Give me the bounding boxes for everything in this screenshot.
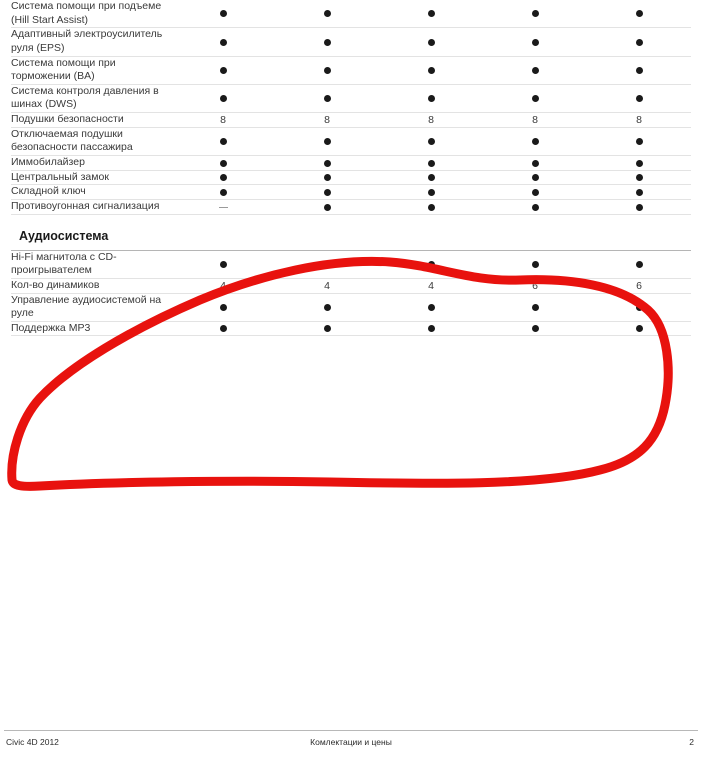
- feature-label: Управление аудиосистемой на руле: [11, 293, 171, 321]
- filled-dot-icon: [428, 204, 435, 211]
- value-cell: [275, 156, 379, 171]
- filled-dot-icon: [636, 174, 643, 181]
- filled-dot-icon: [220, 304, 227, 311]
- table-row: [11, 170, 691, 185]
- value-cell: [587, 185, 691, 200]
- filled-dot-icon: [220, 39, 227, 46]
- filled-dot-icon: [220, 160, 227, 167]
- value-cell: [379, 156, 483, 171]
- value-cell: [483, 84, 587, 112]
- section-empty-cell: [587, 214, 691, 250]
- value-cell: [483, 156, 587, 171]
- value-cell: [171, 0, 275, 28]
- value-cell: [275, 0, 379, 28]
- value-cell: [483, 170, 587, 185]
- table-row: [11, 250, 691, 278]
- value-cell: [171, 293, 275, 321]
- table-row: [11, 0, 691, 28]
- feature-label: Система помощи при подъеме (Hill Start Assist): [11, 0, 171, 28]
- value-cell: 8: [587, 113, 691, 128]
- filled-dot-icon: [428, 325, 435, 332]
- feature-label: Hi-Fi магнитола с CD-проигрывателем: [11, 250, 171, 278]
- filled-dot-icon: [428, 261, 435, 268]
- value-cell: [587, 199, 691, 214]
- value-cell: [275, 127, 379, 155]
- value-cell: [483, 293, 587, 321]
- filled-dot-icon: [532, 67, 539, 74]
- filled-dot-icon: [324, 189, 331, 196]
- value-cell: [379, 56, 483, 84]
- filled-dot-icon: [220, 10, 227, 17]
- value-cell: 4: [275, 278, 379, 293]
- footer-page-number: 2: [689, 737, 694, 747]
- filled-dot-icon: [428, 189, 435, 196]
- footer-divider: [4, 730, 698, 731]
- value-cell: [275, 84, 379, 112]
- value-cell: [171, 156, 275, 171]
- filled-dot-icon: [324, 160, 331, 167]
- filled-dot-icon: [324, 10, 331, 17]
- value-cell: [587, 127, 691, 155]
- filled-dot-icon: [532, 189, 539, 196]
- filled-dot-icon: [220, 174, 227, 181]
- value-cell: [483, 0, 587, 28]
- filled-dot-icon: [532, 95, 539, 102]
- page-footer: [0, 730, 702, 756]
- feature-label: Адаптивный электроусилитель руля (EPS): [11, 28, 171, 56]
- value-cell: [587, 84, 691, 112]
- value-cell: [171, 56, 275, 84]
- value-cell: [275, 28, 379, 56]
- feature-label: Складной ключ: [11, 185, 171, 200]
- filled-dot-icon: [532, 304, 539, 311]
- value-cell: 8: [483, 113, 587, 128]
- value-cell: [587, 28, 691, 56]
- value-cell: [275, 250, 379, 278]
- feature-label: Система помощи при торможении (BA): [11, 56, 171, 84]
- filled-dot-icon: [220, 189, 227, 196]
- feature-label: Подушки безопасности: [11, 113, 171, 128]
- value-cell: [587, 170, 691, 185]
- feature-label: Противоугонная сигнализация: [11, 199, 171, 214]
- value-cell: [379, 293, 483, 321]
- table-row: [11, 185, 691, 200]
- filled-dot-icon: [324, 174, 331, 181]
- filled-dot-icon: [636, 261, 643, 268]
- table-row: [11, 321, 691, 336]
- filled-dot-icon: [324, 304, 331, 311]
- value-cell: 6: [483, 278, 587, 293]
- table-row: [11, 28, 691, 56]
- section-empty-cell: [483, 214, 587, 250]
- value-cell: [275, 199, 379, 214]
- value-cell: [171, 185, 275, 200]
- filled-dot-icon: [324, 39, 331, 46]
- table-row: [11, 84, 691, 112]
- value-cell: [483, 28, 587, 56]
- value-cell: [379, 84, 483, 112]
- filled-dot-icon: [220, 138, 227, 145]
- section-empty-cell: [275, 214, 379, 250]
- section-empty-cell: [379, 214, 483, 250]
- filled-dot-icon: [428, 174, 435, 181]
- filled-dot-icon: [428, 67, 435, 74]
- table-row: [11, 127, 691, 155]
- filled-dot-icon: [636, 95, 643, 102]
- feature-label: Иммобилайзер: [11, 156, 171, 171]
- filled-dot-icon: [220, 67, 227, 74]
- value-cell: [483, 185, 587, 200]
- value-cell: [171, 170, 275, 185]
- value-cell: [483, 127, 587, 155]
- section-header-row: [11, 214, 691, 250]
- value-cell: [483, 321, 587, 336]
- filled-dot-icon: [532, 204, 539, 211]
- filled-dot-icon: [428, 138, 435, 145]
- filled-dot-icon: [220, 325, 227, 332]
- filled-dot-icon: [636, 138, 643, 145]
- filled-dot-icon: [220, 261, 227, 268]
- table-row: [11, 199, 691, 214]
- filled-dot-icon: [324, 67, 331, 74]
- value-cell: [587, 56, 691, 84]
- feature-label: Система контроля давления в шинах (DWS): [11, 84, 171, 112]
- value-cell: [379, 0, 483, 28]
- value-cell: [379, 28, 483, 56]
- filled-dot-icon: [428, 304, 435, 311]
- filled-dot-icon: [532, 174, 539, 181]
- filled-dot-icon: [532, 325, 539, 332]
- filled-dot-icon: [532, 138, 539, 145]
- value-cell: [483, 199, 587, 214]
- value-cell: [379, 199, 483, 214]
- table-row: [11, 293, 691, 321]
- value-cell: [171, 199, 275, 214]
- value-cell: [171, 84, 275, 112]
- filled-dot-icon: [532, 160, 539, 167]
- filled-dot-icon: [636, 325, 643, 332]
- value-cell: [275, 293, 379, 321]
- value-cell: 8: [275, 113, 379, 128]
- filled-dot-icon: [324, 138, 331, 145]
- value-cell: [587, 321, 691, 336]
- filled-dot-icon: [428, 95, 435, 102]
- value-cell: [171, 250, 275, 278]
- value-cell: [171, 28, 275, 56]
- filled-dot-icon: [532, 261, 539, 268]
- table-row: [11, 156, 691, 171]
- value-cell: [483, 250, 587, 278]
- table-body: [11, 0, 691, 336]
- footer-center-text: Комлектации и цены: [310, 737, 392, 747]
- table-row: [11, 56, 691, 84]
- filled-dot-icon: [428, 10, 435, 17]
- value-cell: [587, 156, 691, 171]
- footer-left-text: Civic 4D 2012: [6, 737, 59, 747]
- value-cell: [587, 250, 691, 278]
- filled-dot-icon: [636, 39, 643, 46]
- filled-dot-icon: [324, 325, 331, 332]
- feature-label: Поддержка MP3: [11, 321, 171, 336]
- value-cell: 4: [171, 278, 275, 293]
- value-cell: [379, 321, 483, 336]
- feature-label: Центральный замок: [11, 170, 171, 185]
- filled-dot-icon: [428, 160, 435, 167]
- filled-dot-icon: [428, 39, 435, 46]
- filled-dot-icon: [636, 10, 643, 17]
- filled-dot-icon: [324, 204, 331, 211]
- table-row: [11, 113, 691, 128]
- value-cell: [275, 185, 379, 200]
- value-cell: [275, 170, 379, 185]
- filled-dot-icon: [636, 67, 643, 74]
- value-cell: [171, 321, 275, 336]
- value-cell: [587, 293, 691, 321]
- value-cell: [379, 185, 483, 200]
- value-cell: [379, 170, 483, 185]
- filled-dot-icon: [636, 304, 643, 311]
- specifications-table: [11, 0, 691, 336]
- feature-label: Кол-во динамиков: [11, 278, 171, 293]
- value-cell: 4: [379, 278, 483, 293]
- value-cell: 8: [379, 113, 483, 128]
- section-empty-cell: [171, 214, 275, 250]
- feature-label: Отключаемая подушки безопасности пассажира: [11, 127, 171, 155]
- value-cell: [275, 321, 379, 336]
- table-row: [11, 278, 691, 293]
- filled-dot-icon: [324, 95, 331, 102]
- filled-dot-icon: [532, 39, 539, 46]
- section-title: Аудиосистема: [11, 214, 171, 250]
- value-cell: [379, 250, 483, 278]
- filled-dot-icon: [220, 95, 227, 102]
- filled-dot-icon: [324, 261, 331, 268]
- filled-dot-icon: [636, 204, 643, 211]
- value-cell: [483, 56, 587, 84]
- value-cell: [379, 127, 483, 155]
- filled-dot-icon: [636, 189, 643, 196]
- dash-icon: [219, 207, 228, 208]
- value-cell: 8: [171, 113, 275, 128]
- value-cell: [275, 56, 379, 84]
- filled-dot-icon: [532, 10, 539, 17]
- filled-dot-icon: [636, 160, 643, 167]
- value-cell: 6: [587, 278, 691, 293]
- value-cell: [587, 0, 691, 28]
- value-cell: [171, 127, 275, 155]
